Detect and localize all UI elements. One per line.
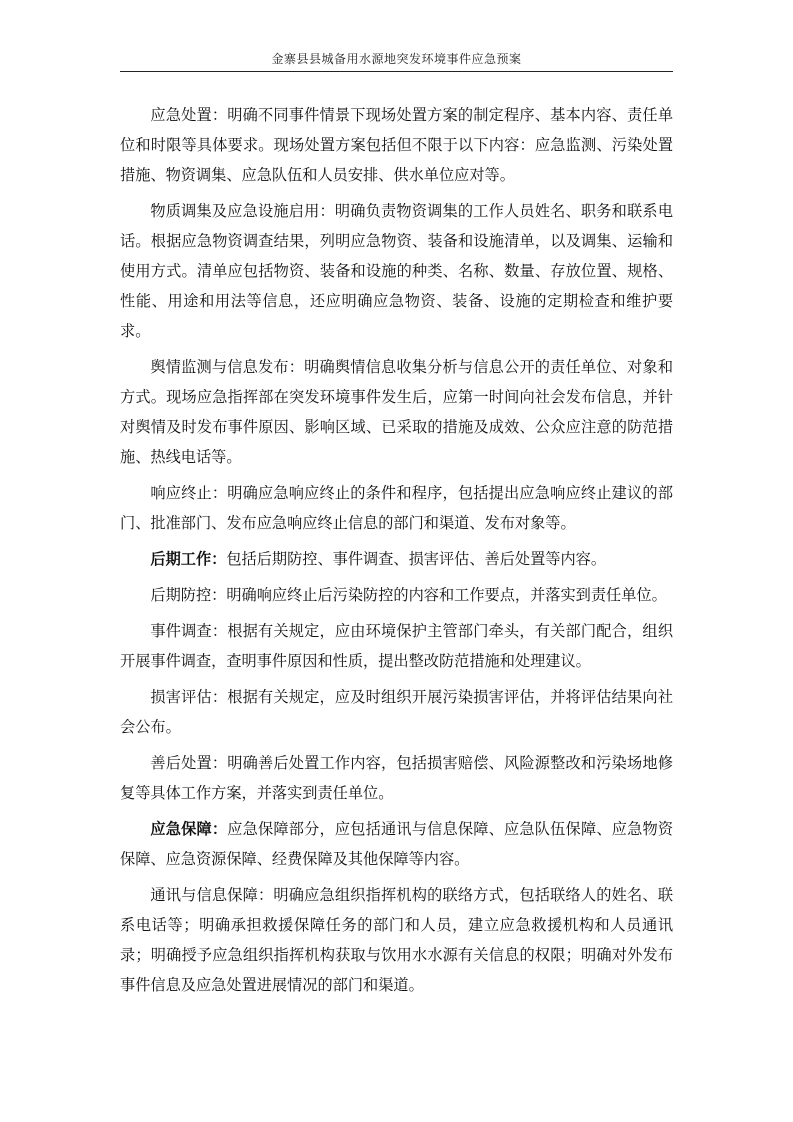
paragraph-emergency-guarantee	[120, 814, 673, 874]
paragraph-lead-bold: 后期工作：	[150, 550, 227, 568]
paragraph-text: 通讯与信息保障：明确应急组织指挥机构的联络方式，包括联络人的姓名、联系电话等；明确承担救援保障任务的部门和人员，建立应急救援机构和人员通讯录；明确授予应急组织指挥机构获取与饮用水水源有关信息的权限；明确对外发布事件信息及应急处置进展情况的部门和渠道。	[120, 886, 673, 994]
paragraph-emergency-disposal	[120, 100, 673, 190]
header-divider	[120, 71, 673, 72]
paragraph-communication-guarantee	[120, 880, 673, 1000]
paragraph-text: 善后处置：明确善后处置工作内容，包括损害赔偿、风险源整改和污染场地修复等具体工作方案，并落实到责任单位。	[120, 754, 673, 802]
paragraph-text: 响应终止：明确应急响应终止的条件和程序，包括提出应急响应终止建议的部门、批准部门、发布应急响应终止信息的部门和渠道、发布对象等。	[120, 484, 673, 532]
paragraph-incident-investigation	[120, 616, 673, 676]
paragraph-response-termination	[120, 478, 673, 538]
paragraph-aftermath-handling	[120, 748, 673, 808]
paragraph-text: 物质调集及应急设施启用：明确负责物资调集的工作人员姓名、职务和联系电话。根据应急物资调查结果，列明应急物资、装备和设施清单，以及调集、运输和使用方式。清单应包括物资、装备和设施的种类、名称、数量、存放位置、规格、性能、用途和用法等信息，还应明确应急物资、装备、设施的定期检查和维护要求。	[120, 202, 673, 340]
paragraph-text: 应急处置：明确不同事件情景下现场处置方案的制定程序、基本内容、责任单位和时限等具体要求。现场处置方案包括但不限于以下内容：应急监测、污染处置措施、物资调集、应急队伍和人员安排、供水单位应对等。	[120, 106, 673, 184]
paragraph-damage-assessment	[120, 682, 673, 742]
paragraph-follow-up-work	[120, 544, 673, 574]
paragraph-text: 事件调查：根据有关规定，应由环境保护主管部门牵头，有关部门配合，组织开展事件调查，查明事件原因和性质，提出整改防范措施和处理建议。	[120, 622, 673, 670]
paragraph-text: 舆情监测与信息发布：明确舆情信息收集分析与信息公开的责任单位、对象和方式。现场应急指挥部在突发环境事件发生后，应第一时间向社会发布信息，并针对舆情及时发布事件原因、影响区域、已采取的措施及成效、公众应注意的防范措施、热线电话等。	[120, 358, 673, 466]
paragraph-public-opinion	[120, 352, 673, 472]
page-header: 金寨县县城备用水源地突发环境事件应急预案	[271, 52, 522, 66]
paragraph-material-dispatch	[120, 196, 673, 346]
paragraph-lead-bold: 应急保障：	[150, 820, 228, 838]
paragraph-text: 包括后期防控、事件调查、损害评估、善后处置等内容。	[226, 550, 607, 568]
paragraph-text: 后期防控：明确响应终止后污染防控的内容和工作要点，并落实到责任单位。	[150, 586, 667, 604]
document-body	[120, 100, 673, 1006]
paragraph-text: 应急保障部分，应包括通讯与信息保障、应急队伍保障、应急物资保障、应急资源保障、经费保障及其他保障等内容。	[120, 820, 674, 868]
paragraph-post-control	[120, 580, 673, 610]
paragraph-text: 损害评估：根据有关规定，应及时组织开展污染损害评估，并将评估结果向社会公布。	[120, 688, 673, 736]
